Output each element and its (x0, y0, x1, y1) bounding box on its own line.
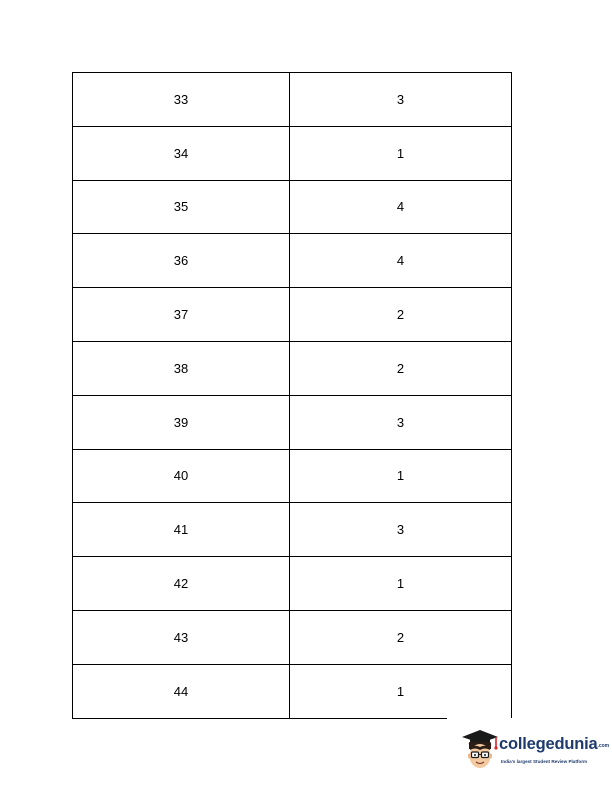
table-row (73, 503, 512, 557)
answer-cell: 2 (290, 341, 512, 395)
answer-cell: 1 (290, 664, 512, 718)
question-number-cell: 38 (73, 341, 290, 395)
table-row (73, 126, 512, 180)
question-number-cell: 44 (73, 664, 290, 718)
table-row (73, 610, 512, 664)
answer-cell: 3 (290, 395, 512, 449)
question-number-cell: 40 (73, 449, 290, 503)
logo-domain-suffix: .com (597, 743, 610, 749)
table-row (73, 234, 512, 288)
answer-cell: 2 (290, 288, 512, 342)
answer-cell: 3 (290, 503, 512, 557)
student-mascot-icon (458, 727, 500, 773)
question-number-cell: 41 (73, 503, 290, 557)
collegedunia-logo (458, 727, 610, 777)
answer-cell: 1 (290, 449, 512, 503)
logo-wordmark (499, 735, 609, 754)
question-number-cell: 36 (73, 234, 290, 288)
question-number-cell: 39 (73, 395, 290, 449)
answer-cell: 3 (290, 73, 512, 127)
question-number-cell: 37 (73, 288, 290, 342)
question-number-cell: 43 (73, 610, 290, 664)
answer-cell: 4 (290, 180, 512, 234)
question-number-cell: 34 (73, 126, 290, 180)
answer-cell: 4 (290, 234, 512, 288)
question-number-cell: 33 (73, 73, 290, 127)
table-row (73, 664, 512, 718)
table-row (73, 73, 512, 127)
table-row (73, 341, 512, 395)
answer-key-table (72, 72, 512, 719)
answer-cell: 2 (290, 610, 512, 664)
table-row (73, 449, 512, 503)
answer-cell: 1 (290, 126, 512, 180)
logo-tagline: India's largest Student Review Platform (501, 759, 588, 764)
question-number-cell: 35 (73, 180, 290, 234)
question-number-cell: 42 (73, 557, 290, 611)
table-row (73, 557, 512, 611)
answer-cell: 1 (290, 557, 512, 611)
table-row (73, 395, 512, 449)
logo-wordmark-text: collegedunia (499, 735, 598, 753)
table-row (73, 180, 512, 234)
table-row (73, 288, 512, 342)
